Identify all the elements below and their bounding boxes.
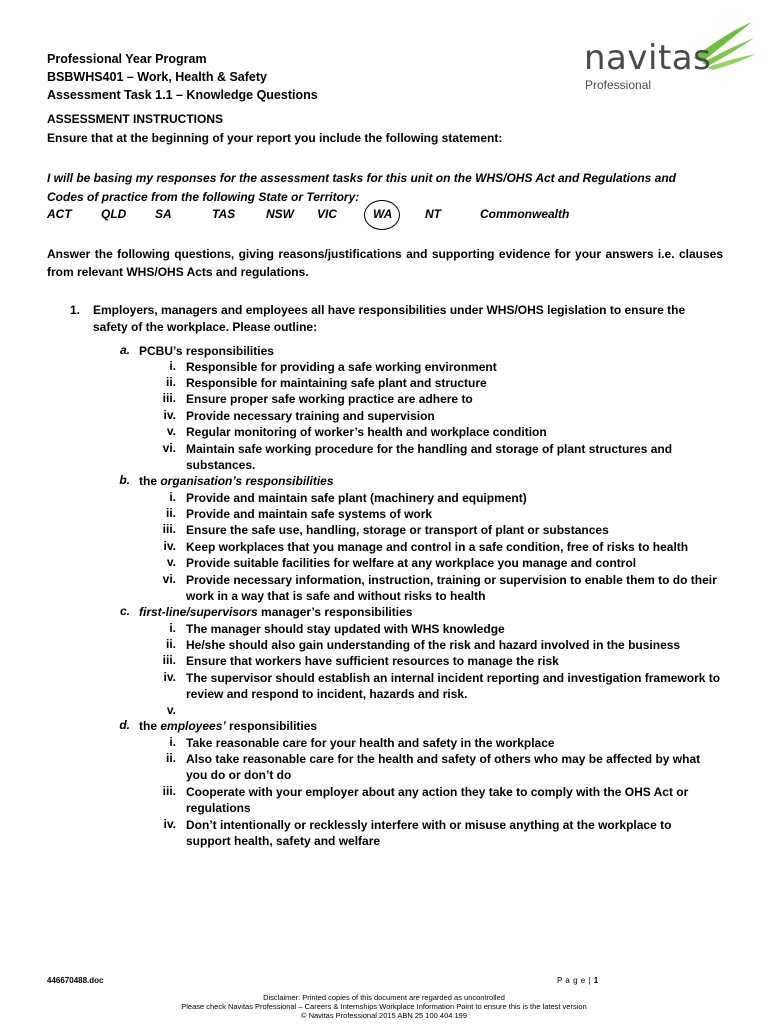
part-c-title-italic: first-line/supervisors (139, 605, 258, 619)
roman-numeral: iii. (162, 391, 176, 405)
roman-numeral: iv. (163, 408, 176, 422)
list-item: Provide and maintain safe plant (machinery and equipment) (186, 491, 527, 505)
page-indicator: P a g e | 1 (557, 976, 599, 985)
list-item-continued: substances. (186, 458, 256, 472)
unit-title: BSBWHS401 – Work, Health & Safety (47, 70, 267, 84)
state-sa: SA (155, 207, 172, 221)
roman-numeral: iii. (162, 522, 176, 536)
roman-numeral: v. (166, 424, 176, 438)
question-text-2: safety of the workplace. Please outline: (93, 320, 318, 334)
state-nsw: NSW (266, 207, 294, 221)
state-tas: TAS (212, 207, 236, 221)
list-item-continued: work in a way that is safe and without risks to health (186, 589, 486, 603)
state-qld: QLD (101, 207, 127, 221)
state-vic: VIC (317, 207, 338, 221)
question-text-1: Employers, managers and employees all have responsibilities under WHS/OHS legislation to ensure the (93, 303, 686, 317)
roman-numeral: i. (169, 359, 176, 373)
answer-line-1: Answer the following questions, giving reasons/justifications and supporting evidence for your answers i.e. clauses (47, 247, 723, 261)
state-nt: NT (425, 207, 441, 221)
roman-numeral: i. (169, 490, 176, 504)
part-b-title (139, 473, 334, 489)
list-item-continued: support health, safety and welfare (186, 834, 381, 848)
part-c-title (139, 604, 412, 620)
list-item: Ensure that workers have sufficient resources to manage the risk (186, 654, 559, 668)
program-title: Professional Year Program (47, 52, 207, 66)
disclaimer-line-3: © Navitas Professional 2015 ABN 25 100 404 199 (300, 1011, 468, 1020)
roman-numeral: iv. (163, 670, 176, 684)
instructions-heading: ASSESSMENT INSTRUCTIONS (47, 112, 224, 126)
roman-numeral: ii. (165, 506, 176, 520)
task-title: Assessment Task 1.1 – Knowledge Questions (47, 88, 318, 102)
part-c-label: c. (119, 604, 130, 618)
answer-line-2: from relevant WHS/OHS Acts and regulations. (47, 265, 309, 279)
roman-numeral: ii. (165, 637, 176, 651)
selected-state-circle (364, 200, 400, 230)
list-item: Provide and maintain safe systems of work (186, 507, 433, 521)
page-number: 1 (593, 976, 599, 985)
list-item: Keep workplaces that you manage and control in a safe condition, free of risks to health (186, 540, 689, 554)
roman-numeral: iii. (162, 784, 176, 798)
roman-numeral: i. (169, 621, 176, 635)
part-a-title: PCBU’s responsibilities (139, 344, 274, 358)
logo-subtitle: Professional (585, 78, 652, 92)
roman-numeral: v. (166, 555, 176, 569)
state-wa: WA (373, 207, 393, 221)
state-commonwealth: Commonwealth (480, 207, 570, 221)
roman-numeral: i. (169, 735, 176, 749)
list-item: The manager should stay updated with WHS knowledge (186, 622, 505, 636)
part-d-title-italic: employees’ (160, 719, 226, 733)
roman-numeral: vi. (162, 441, 176, 455)
part-d-label: d. (119, 718, 130, 732)
list-item: Ensure proper safe working practice are adhere to (186, 392, 473, 406)
disclaimer-line-1: Disclaimer: Printed copies of this document are regarded as uncontrolled (263, 993, 505, 1002)
navitas-logo (584, 16, 759, 96)
part-b-title-italic: organisation’s responsibilities (160, 474, 334, 488)
list-item: Responsible for maintaining safe plant and structure (186, 376, 487, 390)
list-item: Provide necessary training and supervision (186, 409, 435, 423)
part-d-title (139, 718, 317, 734)
roman-numeral: v. (166, 703, 176, 717)
doc-filename: 446670488.doc (47, 976, 104, 985)
statement-line-2: Codes of practice from the following State or Territory: (47, 190, 360, 204)
roman-numeral: iii. (162, 653, 176, 667)
list-item: Provide suitable facilities for welfare at any workplace you manage and control (186, 556, 637, 570)
part-b-label: b. (119, 473, 130, 487)
roman-numeral: ii. (165, 751, 176, 765)
roman-numeral: iv. (163, 817, 176, 831)
logo-wordmark: navitas (584, 38, 712, 78)
list-item-continued: regulations (186, 801, 251, 815)
part-b-title-pre: the (139, 474, 161, 488)
list-item: Cooperate with your employer about any action they take to comply with the OHS Act or (186, 785, 689, 799)
ensure-text: Ensure that at the beginning of your report you include the following statement: (47, 131, 503, 145)
part-a-label: a. (119, 343, 130, 357)
list-item: Ensure the safe use, handling, storage or transport of plant or substances (186, 523, 609, 537)
list-item: He/she should also gain understanding of the risk and hazard involved in the business (186, 638, 681, 652)
list-item: Regular monitoring of worker’s health and workplace condition (186, 425, 547, 439)
list-item: Also take reasonable care for the health and safety of others who may be affected by what (186, 752, 701, 766)
list-item: Take reasonable care for your health and safety in the workplace (186, 736, 555, 750)
question-number: 1. (70, 303, 81, 317)
list-item-continued: you do or don’t do (186, 768, 292, 782)
roman-numeral: vi. (162, 572, 176, 586)
part-c-title-post: manager’s responsibilities (257, 605, 413, 619)
part-d-title-pre: the (139, 719, 161, 733)
disclaimer-line-2: Please check Navitas Professional – Careers & Internships Workplace Information Point to ensure this is the latest version (181, 1002, 587, 1011)
list-item-continued: review and respond to incident, hazards and risk. (186, 687, 468, 701)
list-item: The supervisor should establish an internal incident reporting and investigation framework to (186, 671, 721, 685)
statement-line-1: I will be basing my responses for the assessment tasks for this unit on the WHS/OHS Act and Regulations and (47, 171, 677, 185)
roman-numeral: iv. (163, 539, 176, 553)
list-item: Responsible for providing a safe working environment (186, 360, 497, 374)
list-item: Provide necessary information, instruction, training or supervision to enable them to do their (186, 573, 717, 587)
roman-numeral: ii. (165, 375, 176, 389)
list-item: Don’t intentionally or recklessly interfere with or misuse anything at the workplace to (186, 818, 672, 832)
page-label: P a g e (557, 976, 586, 985)
list-item: Maintain safe working procedure for the handling and storage of plant structures and (186, 442, 673, 456)
state-act: ACT (47, 207, 72, 221)
part-d-title-post: responsibilities (225, 719, 318, 733)
